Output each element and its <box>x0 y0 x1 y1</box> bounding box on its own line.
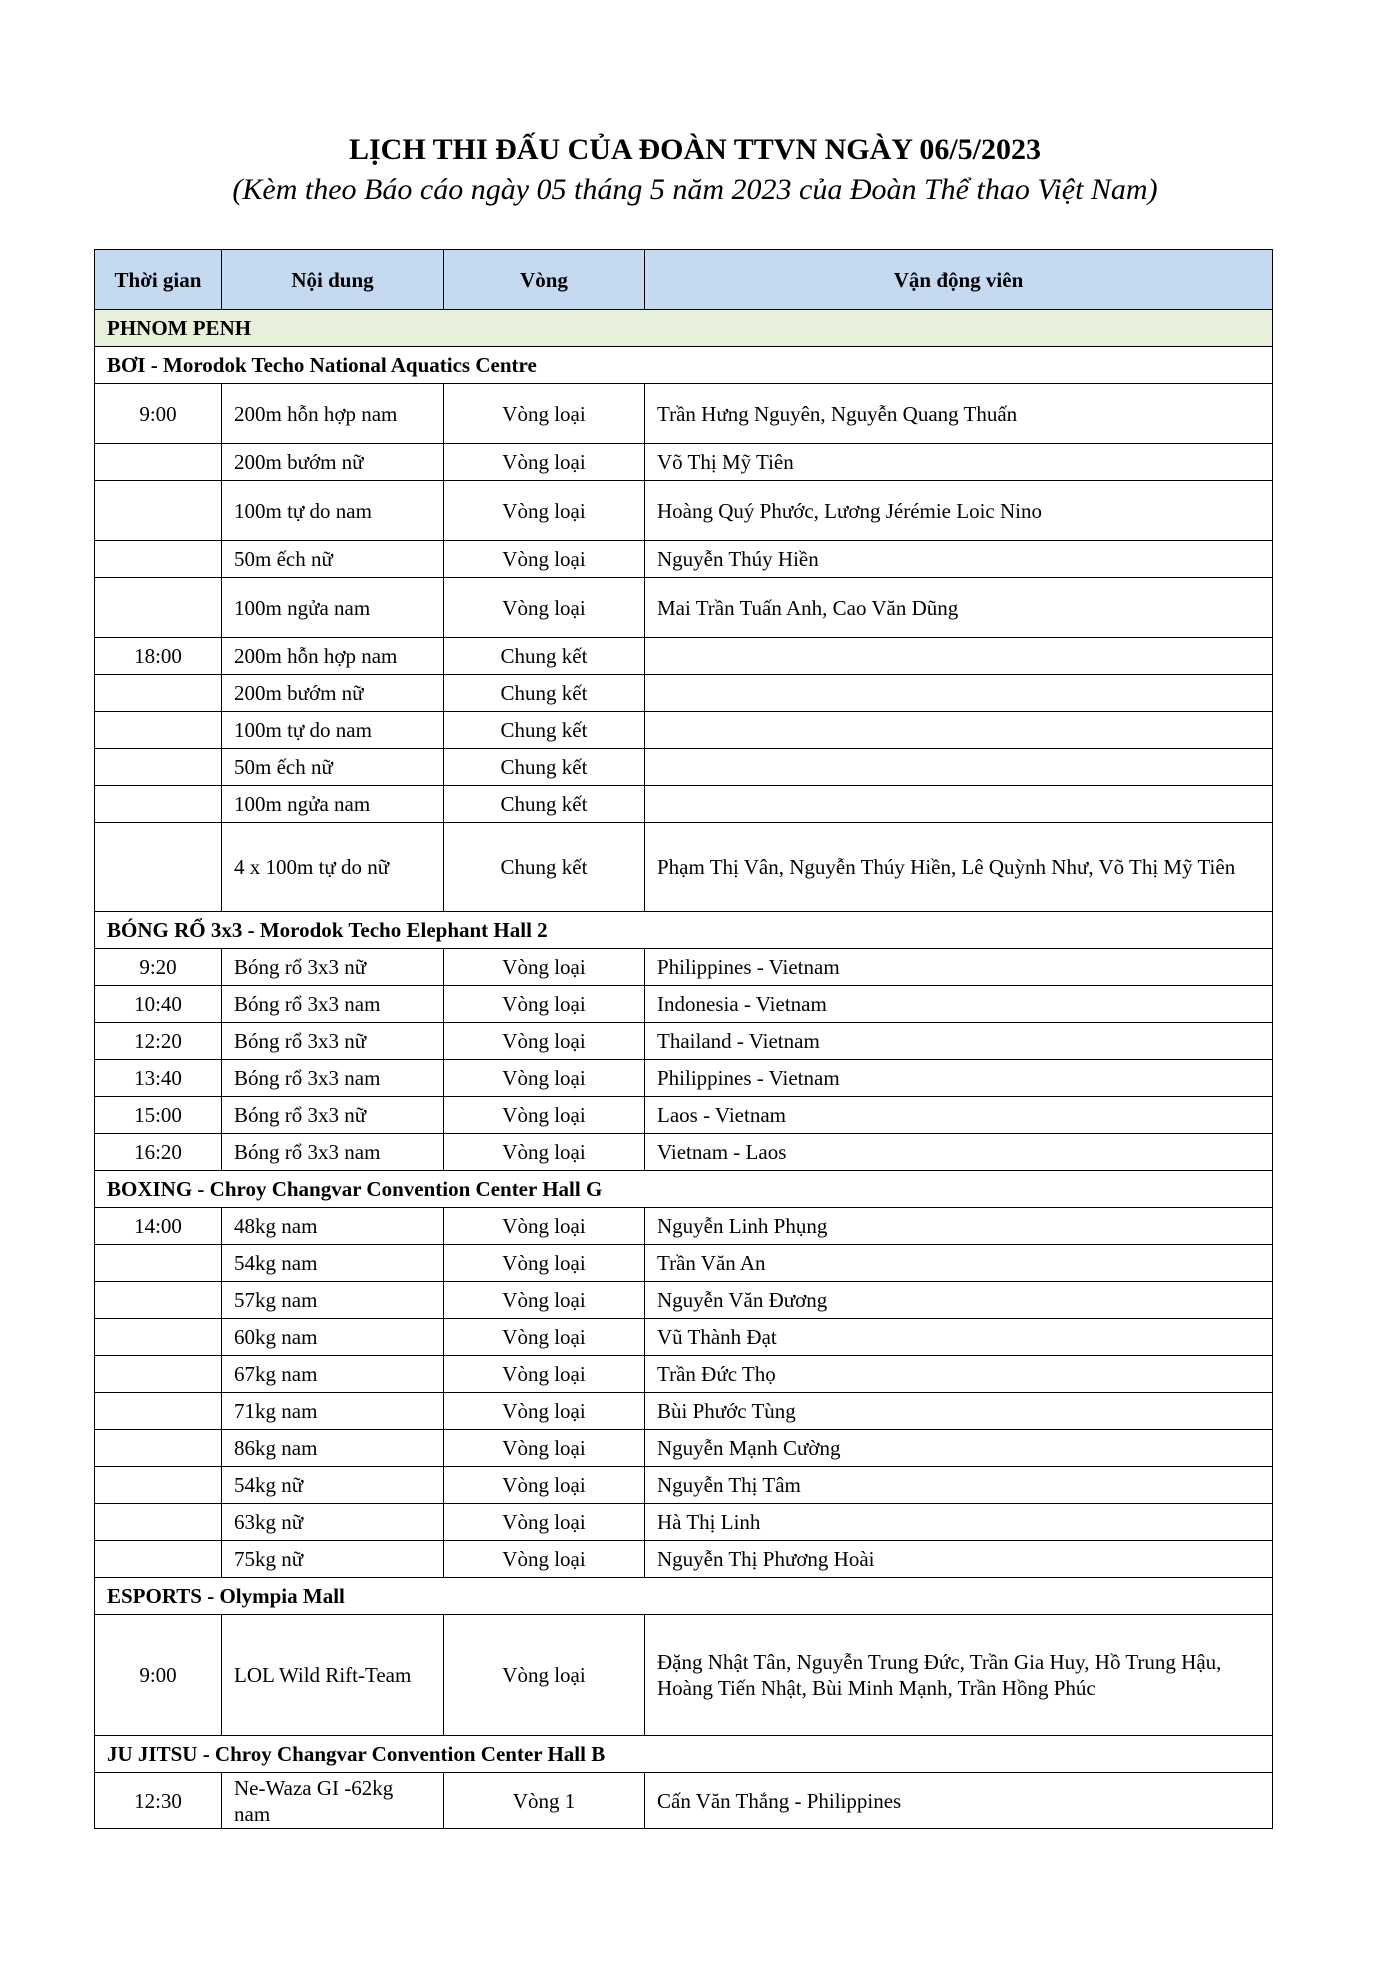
round-cell: Vòng loại <box>444 1430 645 1467</box>
round-cell: Vòng loại <box>444 481 645 541</box>
event-cell: 50m ếch nữ <box>222 541 444 578</box>
table-row <box>95 986 1273 1023</box>
round-cell: Vòng loại <box>444 1356 645 1393</box>
round-cell: Vòng loại <box>444 578 645 638</box>
event-cell: Ne-Waza GI -62kg nam <box>222 1773 444 1829</box>
table-row <box>95 749 1273 786</box>
section-title: BƠI - Morodok Techo National Aquatics Centre <box>95 347 1273 384</box>
round-cell: Vòng loại <box>444 1504 645 1541</box>
time-cell <box>95 1282 222 1319</box>
round-cell: Vòng loại <box>444 1060 645 1097</box>
athletes-cell: Trần Đức Thọ <box>645 1356 1273 1393</box>
round-cell: Vòng 1 <box>444 1773 645 1829</box>
document-title: LỊCH THI ĐẤU CỦA ĐOÀN TTVN NGÀY 06/5/2023 <box>348 133 1042 166</box>
athletes-cell: Đặng Nhật Tân, Nguyễn Trung Đức, Trần Gia Huy, Hồ Trung Hậu, Hoàng Tiến Nhật, Bùi Minh Mạnh, Trần Hồng Phúc <box>645 1615 1273 1736</box>
city-label: PHNOM PENH <box>95 310 1273 347</box>
athletes-cell: Nguyễn Linh Phụng <box>645 1208 1273 1245</box>
table-row <box>95 1430 1273 1467</box>
athletes-cell: Vietnam - Laos <box>645 1134 1273 1171</box>
time-cell <box>95 1504 222 1541</box>
athletes-cell: Indonesia - Vietnam <box>645 986 1273 1023</box>
time-cell <box>95 1356 222 1393</box>
round-cell: Vòng loại <box>444 1282 645 1319</box>
table-row <box>95 1773 1273 1829</box>
table-row <box>95 712 1273 749</box>
round-cell: Chung kết <box>444 786 645 823</box>
event-cell: 200m bướm nữ <box>222 675 444 712</box>
time-cell: 18:00 <box>95 638 222 675</box>
table-row <box>95 1615 1273 1736</box>
event-cell: 71kg nam <box>222 1393 444 1430</box>
event-cell: 60kg nam <box>222 1319 444 1356</box>
time-cell: 10:40 <box>95 986 222 1023</box>
athletes-cell: Laos - Vietnam <box>645 1097 1273 1134</box>
city-row <box>95 310 1273 347</box>
athletes-cell <box>645 712 1273 749</box>
table-row <box>95 786 1273 823</box>
athletes-cell: Nguyễn Văn Đương <box>645 1282 1273 1319</box>
event-cell: LOL Wild Rift-Team <box>222 1615 444 1736</box>
time-cell <box>95 578 222 638</box>
athletes-cell: Phạm Thị Vân, Nguyễn Thúy Hiền, Lê Quỳnh Như, Võ Thị Mỹ Tiên <box>645 823 1273 912</box>
athletes-cell: Bùi Phước Tùng <box>645 1393 1273 1430</box>
athletes-cell: Nguyễn Thị Tâm <box>645 1467 1273 1504</box>
table-row <box>95 1134 1273 1171</box>
time-cell: 12:20 <box>95 1023 222 1060</box>
event-cell: 200m hỗn hợp nam <box>222 638 444 675</box>
header-row <box>95 250 1273 310</box>
table-row <box>95 949 1273 986</box>
section-row <box>95 1171 1273 1208</box>
time-cell <box>95 541 222 578</box>
round-cell: Vòng loại <box>444 949 645 986</box>
event-cell: 54kg nữ <box>222 1467 444 1504</box>
table-row <box>95 1097 1273 1134</box>
time-cell <box>95 1393 222 1430</box>
round-cell: Vòng loại <box>444 444 645 481</box>
event-cell: 4 x 100m tự do nữ <box>222 823 444 912</box>
round-cell: Vòng loại <box>444 1134 645 1171</box>
athletes-cell <box>645 749 1273 786</box>
time-cell: 9:00 <box>95 384 222 444</box>
schedule-body <box>95 310 1273 1829</box>
table-row <box>95 675 1273 712</box>
section-title: ESPORTS - Olympia Mall <box>95 1578 1273 1615</box>
athletes-cell: Trần Hưng Nguyên, Nguyễn Quang Thuấn <box>645 384 1273 444</box>
athletes-cell: Cấn Văn Thắng - Philippines <box>645 1773 1273 1829</box>
table-row <box>95 1282 1273 1319</box>
event-cell: Bóng rổ 3x3 nữ <box>222 1023 444 1060</box>
event-cell: Bóng rổ 3x3 nữ <box>222 949 444 986</box>
col-header-time: Thời gian <box>95 250 222 310</box>
round-cell: Vòng loại <box>444 1245 645 1282</box>
round-cell: Vòng loại <box>444 1541 645 1578</box>
event-cell: 67kg nam <box>222 1356 444 1393</box>
event-cell: 54kg nam <box>222 1245 444 1282</box>
round-cell: Chung kết <box>444 675 645 712</box>
event-cell: 57kg nam <box>222 1282 444 1319</box>
event-cell: Bóng rổ 3x3 nam <box>222 1134 444 1171</box>
round-cell: Vòng loại <box>444 541 645 578</box>
athletes-cell: Nguyễn Thị Phương Hoài <box>645 1541 1273 1578</box>
round-cell: Vòng loại <box>444 1393 645 1430</box>
athletes-cell: Philippines - Vietnam <box>645 1060 1273 1097</box>
time-cell <box>95 444 222 481</box>
round-cell: Vòng loại <box>444 1615 645 1736</box>
schedule-table <box>94 249 1273 1829</box>
section-row <box>95 1578 1273 1615</box>
event-cell: 50m ếch nữ <box>222 749 444 786</box>
table-row <box>95 823 1273 912</box>
event-cell: 100m ngửa nam <box>222 786 444 823</box>
round-cell: Vòng loại <box>444 1208 645 1245</box>
section-title: BÓNG RỔ 3x3 - Morodok Techo Elephant Hall 2 <box>95 912 1273 949</box>
col-header-athletes: Vận động viên <box>645 250 1273 310</box>
athletes-cell: Nguyễn Thúy Hiền <box>645 541 1273 578</box>
round-cell: Chung kết <box>444 749 645 786</box>
time-cell <box>95 712 222 749</box>
event-cell: 200m bướm nữ <box>222 444 444 481</box>
section-title: BOXING - Chroy Changvar Convention Center Hall G <box>95 1171 1273 1208</box>
event-cell: Bóng rổ 3x3 nam <box>222 1060 444 1097</box>
time-cell <box>95 823 222 912</box>
table-row <box>95 1467 1273 1504</box>
event-cell: Bóng rổ 3x3 nam <box>222 986 444 1023</box>
time-cell: 13:40 <box>95 1060 222 1097</box>
time-cell <box>95 675 222 712</box>
time-cell <box>95 1430 222 1467</box>
athletes-cell <box>645 786 1273 823</box>
table-row <box>95 444 1273 481</box>
athletes-cell: Hoàng Quý Phước, Lương Jérémie Loic Nino <box>645 481 1273 541</box>
table-row <box>95 1023 1273 1060</box>
table-row <box>95 1541 1273 1578</box>
section-row <box>95 347 1273 384</box>
time-cell: 16:20 <box>95 1134 222 1171</box>
round-cell: Chung kết <box>444 823 645 912</box>
round-cell: Vòng loại <box>444 1097 645 1134</box>
time-cell <box>95 786 222 823</box>
event-cell: 100m tự do nam <box>222 712 444 749</box>
athletes-cell: Võ Thị Mỹ Tiên <box>645 444 1273 481</box>
round-cell: Chung kết <box>444 638 645 675</box>
event-cell: 48kg nam <box>222 1208 444 1245</box>
col-header-event: Nội dung <box>222 250 444 310</box>
time-cell: 9:00 <box>95 1615 222 1736</box>
document-subtitle: (Kèm theo Báo cáo ngày 05 tháng 5 năm 2023 của Đoàn Thể thao Việt Nam) <box>232 173 1158 206</box>
athletes-cell: Mai Trần Tuấn Anh, Cao Văn Dũng <box>645 578 1273 638</box>
time-cell <box>95 481 222 541</box>
athletes-cell: Nguyễn Mạnh Cường <box>645 1430 1273 1467</box>
time-cell <box>95 1245 222 1282</box>
athletes-cell: Philippines - Vietnam <box>645 949 1273 986</box>
time-cell <box>95 1467 222 1504</box>
event-cell: Bóng rổ 3x3 nữ <box>222 1097 444 1134</box>
table-row <box>95 481 1273 541</box>
event-cell: 100m ngửa nam <box>222 578 444 638</box>
table-row <box>95 1356 1273 1393</box>
round-cell: Vòng loại <box>444 1023 645 1060</box>
round-cell: Chung kết <box>444 712 645 749</box>
time-cell <box>95 1319 222 1356</box>
section-title: JU JITSU - Chroy Changvar Convention Center Hall B <box>95 1736 1273 1773</box>
athletes-cell: Thailand - Vietnam <box>645 1023 1273 1060</box>
athletes-cell: Trần Văn An <box>645 1245 1273 1282</box>
section-row <box>95 912 1273 949</box>
athletes-cell <box>645 675 1273 712</box>
event-cell: 200m hỗn hợp nam <box>222 384 444 444</box>
athletes-cell <box>645 638 1273 675</box>
table-row <box>95 1393 1273 1430</box>
event-cell: 100m tự do nam <box>222 481 444 541</box>
athletes-cell: Hà Thị Linh <box>645 1504 1273 1541</box>
round-cell: Vòng loại <box>444 1319 645 1356</box>
table-row <box>95 1060 1273 1097</box>
time-cell <box>95 1541 222 1578</box>
time-cell: 14:00 <box>95 1208 222 1245</box>
event-cell: 75kg nữ <box>222 1541 444 1578</box>
col-header-round: Vòng <box>444 250 645 310</box>
section-row <box>95 1736 1273 1773</box>
table-row <box>95 1208 1273 1245</box>
round-cell: Vòng loại <box>444 1467 645 1504</box>
round-cell: Vòng loại <box>444 384 645 444</box>
time-cell <box>95 749 222 786</box>
table-row <box>95 1319 1273 1356</box>
table-row <box>95 1245 1273 1282</box>
table-row <box>95 578 1273 638</box>
round-cell: Vòng loại <box>444 986 645 1023</box>
event-cell: 63kg nữ <box>222 1504 444 1541</box>
table-row <box>95 1504 1273 1541</box>
time-cell: 9:20 <box>95 949 222 986</box>
time-cell: 12:30 <box>95 1773 222 1829</box>
table-row <box>95 384 1273 444</box>
time-cell: 15:00 <box>95 1097 222 1134</box>
event-cell: 86kg nam <box>222 1430 444 1467</box>
athletes-cell: Vũ Thành Đạt <box>645 1319 1273 1356</box>
table-row <box>95 638 1273 675</box>
table-row <box>95 541 1273 578</box>
